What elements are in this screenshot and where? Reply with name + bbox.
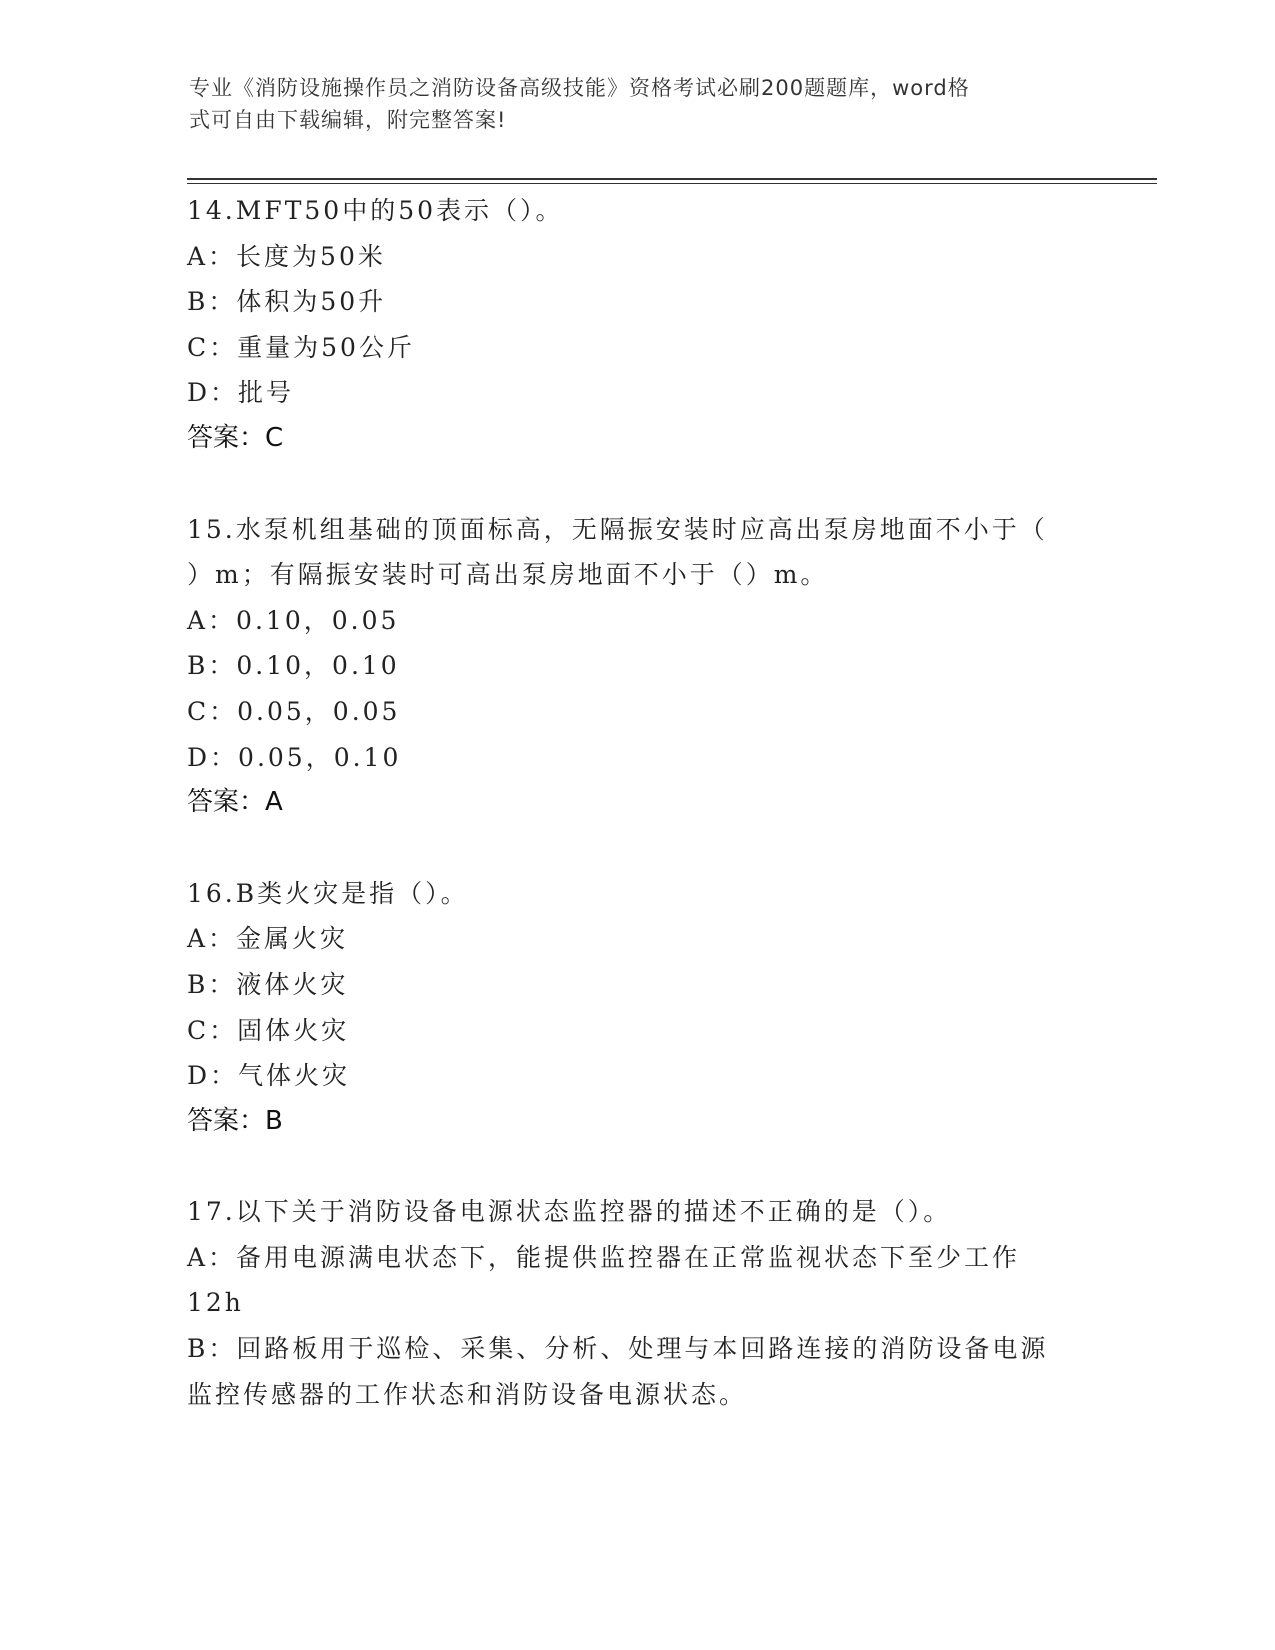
option-a: A：0.10，0.05: [187, 605, 400, 635]
option-c: C：固体火灾: [187, 1015, 350, 1045]
option-a-continued: 12h: [187, 1288, 244, 1318]
question-17: [187, 1189, 1087, 1417]
answer-label: 答案：A: [187, 787, 283, 818]
question-16: [187, 871, 1087, 1145]
option-a: A：长度为50米: [187, 241, 386, 271]
question-stem: 15.水泵机组基础的顶面标高，无隔振安装时应高出泵房地面不小于（: [187, 514, 1048, 544]
option-b: B：液体火灾: [187, 969, 349, 999]
question-15: [187, 507, 1087, 826]
option-b-continued: 监控传感器的工作状态和消防设备电源状态。: [187, 1379, 748, 1409]
option-c: C：重量为50公斤: [187, 332, 415, 362]
option-a: A：备用电源满电状态下，能提供监控器在正常监视状态下至少工作: [187, 1242, 1021, 1272]
answer-label: 答案：C: [187, 422, 284, 453]
header-line-2: 式可自由下载编辑，附完整答案!: [189, 108, 507, 132]
option-b: B：回路板用于巡检、采集、分析、处理与本回路连接的消防设备电源: [187, 1334, 1049, 1364]
option-b: B：体积为50升: [187, 287, 387, 317]
document-header: [189, 72, 1089, 136]
question-list: [187, 188, 1087, 1462]
answer-label: 答案：B: [187, 1105, 283, 1136]
header-divider-thin: [187, 183, 1157, 184]
option-c: C：0.05，0.05: [187, 696, 401, 726]
question-stem: 17.以下关于消防设备电源状态监控器的描述不正确的是（）。: [187, 1197, 952, 1227]
option-b: B：0.10，0.10: [187, 651, 400, 681]
option-d: D：气体火灾: [187, 1061, 351, 1091]
question-stem: 14.MFT50中的50表示（）。: [187, 196, 564, 225]
option-a: A：金属火灾: [187, 924, 349, 954]
header-line-1: 专业《消防设施操作员之消防设备高级技能》资格考试必刷200题题库，word格: [189, 76, 970, 100]
question-14: [187, 188, 1087, 462]
option-d: D：批号: [187, 378, 295, 408]
question-stem: 16.B类火灾是指（）。: [187, 878, 469, 908]
question-stem-continued: ）m；有隔振安装时可高出泵房地面不小于（）m。: [187, 560, 829, 590]
option-d: D：0.05，0.10: [187, 742, 402, 772]
header-divider-thick: [187, 178, 1157, 180]
